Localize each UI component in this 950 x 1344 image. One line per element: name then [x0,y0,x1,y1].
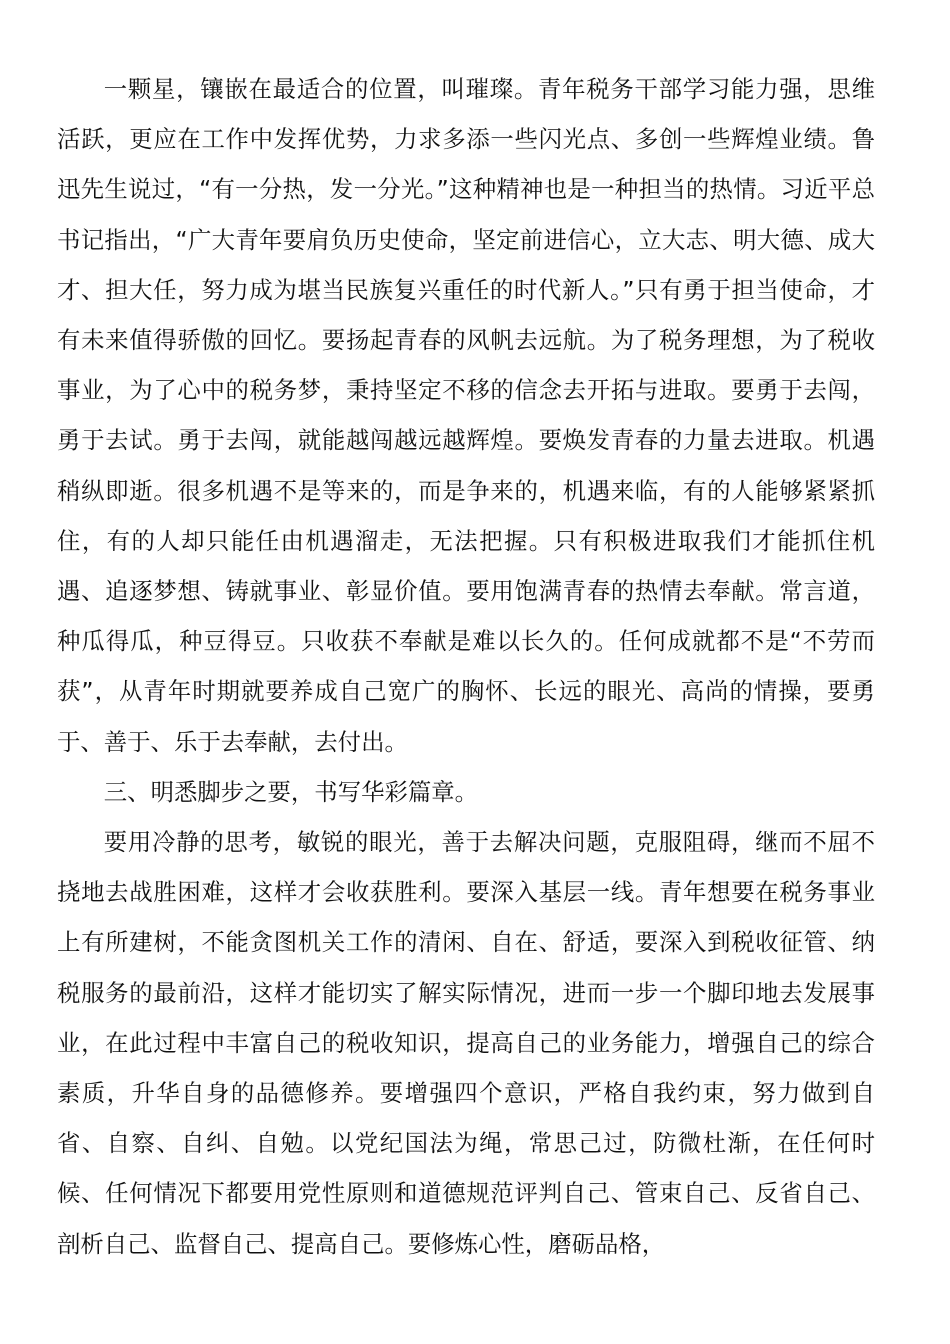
section-heading: 三、明悉脚步之要，书写华彩篇章。 [103,777,479,806]
document-page [57,64,875,1269]
body-paragraph: 要用冷静的思考，敏锐的眼光，善于去解决问题，克服阻碍，继而不屈不挠地去战胜困难，这样才会收获胜利。要深入基层一线。青年想要在税务事业上有所建树，不能贪图机关工作的清闲、自在、舒适，要深入到税收征管、纳税服务的最前沿，这样才能切实了解实际情况，进而一步一个脚印地去发展事业，在此过程中丰富自己的税收知识，提高自己的业务能力，增强自己的综合素质，升华自身的品德修养。要增强四个意识，严格自我约束，努力做到自省、自察、自纠、自勉。以党纪国法为绳，常思己过，防微杜渐，在任何时候、任何情况下都要用党性原则和道德规范评判自己、管束自己、反省自己、剖析自己、监督自己、提高自己。要修炼心性，磨砺品格， [57,828,875,1258]
body-paragraph: 一颗星，镶嵌在最适合的位置，叫璀璨。青年税务干部学习能力强，思维活跃，更应在工作中发挥优势，力求多添一些闪光点、多创一些辉煌业绩。鲁迅先生说过，“有一分热，发一分光。”这种精神也是一种担当的热情。习近平总书记指出，“广大青年要肩负历史使命，坚定前进信心，立大志、明大德、成大才、担大任，努力成为堪当民族复兴重任的时代新人。”只有勇于担当使命，才有未来值得骄傲的回忆。要扬起青春的风帆去远航。为了税务理想，为了税收事业，为了心中的税务梦，秉持坚定不移的信念去开拓与进取。要勇于去闯，勇于去试。勇于去闯，就能越闯越远越辉煌。要焕发青春的力量去进取。机遇稍纵即逝。很多机遇不是等来的，而是争来的，机遇来临，有的人能够紧紧抓住，有的人却只能任由机遇溜走，无法把握。只有积极进取我们才能抓住机遇、追逐梦想、铸就事业、彰显价值。要用饱满青春的热情去奉献。常言道，种瓜得瓜，种豆得豆。只收获不奉献是难以长久的。任何成就都不是“不劳而获”，从青年时期就要养成自己宽广的胸怀、长远的眼光、高尚的情操，要勇于、善于、乐于去奉献，去付出。 [57,75,875,756]
